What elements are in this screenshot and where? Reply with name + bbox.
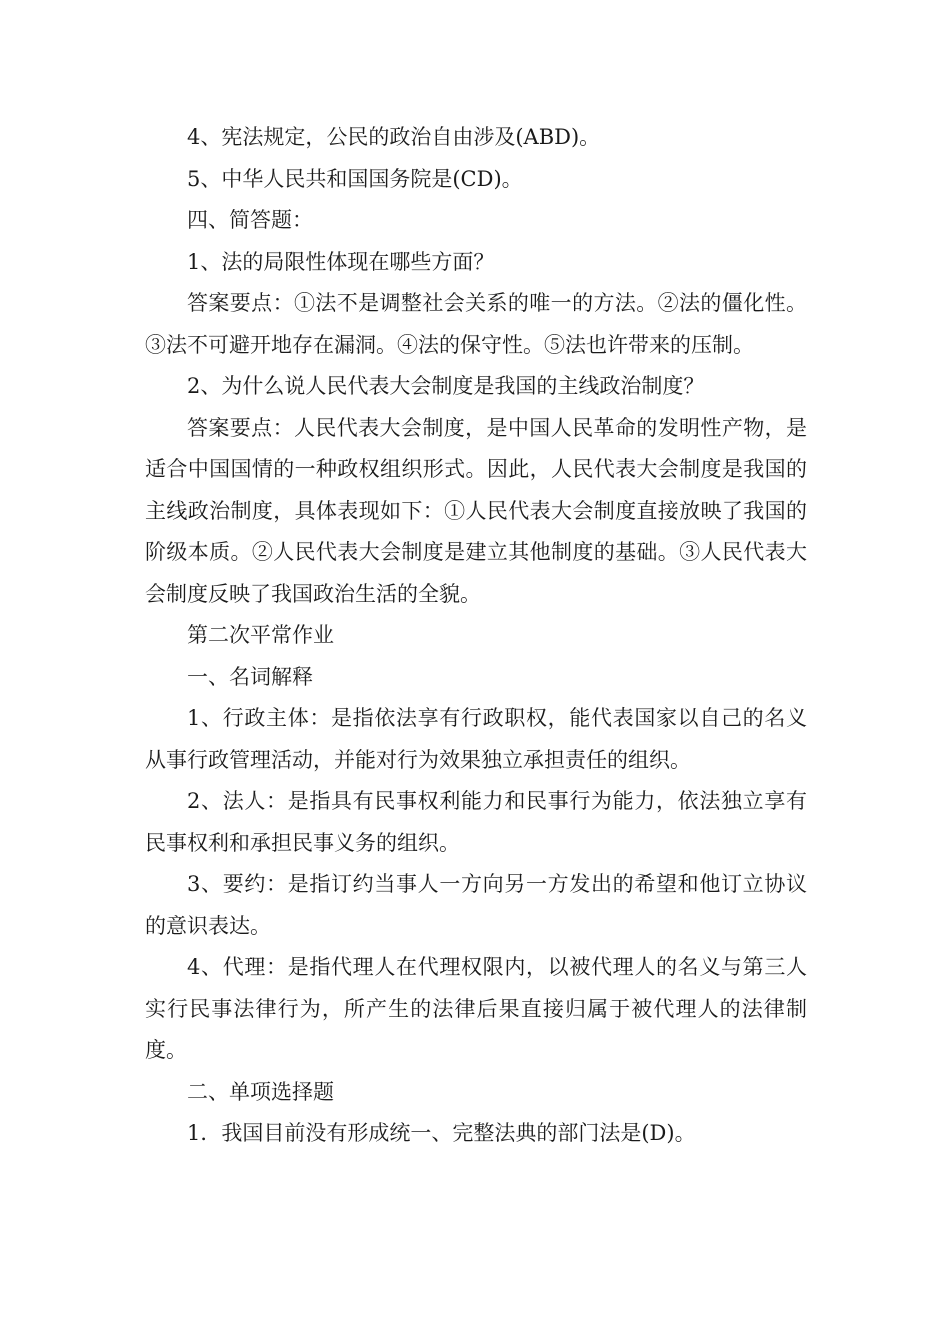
answer: 答案要点：①法不是调整社会关系的唯一的方法。②法的僵化性。③法不可避开地存在漏洞。④法的保守性。⑤法也许带来的压制。	[145, 291, 807, 357]
answer: 答案要点：人民代表大会制度，是中国人民革命的发明性产物，是适合中国国情的一种政权组织形式。因此，人民代表大会制度是我国的主线政治制度，具体表现如下：①人民代表大会制度直接放映了我国的阶级本质。②人民代表大会制度是建立其他制度的基础。③人民代表大会制度反映了我国政治生活的全貌。	[145, 415, 807, 606]
section-heading: 二、单项选择题	[187, 1079, 334, 1104]
definition: 2、法人：是指具有民事权利能力和民事行为能力，依法独立享有民事权利和承担民事义务的组织。	[145, 789, 807, 855]
definition: 4、代理：是指代理人在代理权限内，以被代理人的名义与第三人实行民事法律行为，所产生的法律后果直接归属于被代理人的法律制度。	[145, 955, 807, 1062]
assignment-title: 第二次平常作业	[187, 623, 334, 647]
section-heading: 四、简答题：	[187, 208, 313, 232]
paragraph: 4、宪法规定，公民的政治自由涉及(ABD)。	[187, 125, 601, 149]
document-page	[145, 117, 807, 1155]
definition: 3、要约：是指订约当事人一方向另一方发出的希望和他订立协议的意识表达。	[145, 872, 807, 938]
section-heading: 一、名词解释	[187, 664, 313, 689]
question: 1．我国目前没有形成统一、完整法典的部门法是(D)。	[187, 1121, 696, 1145]
paragraph: 5、中华人民共和国国务院是(CD)。	[187, 166, 523, 191]
question: 2、为什么说人民代表大会制度是我国的主线政治制度？	[187, 374, 705, 398]
definition: 1、行政主体：是指依法享有行政职权，能代表国家以自己的名义从事行政管理活动，并能对行为效果独立承担责任的组织。	[145, 706, 807, 772]
question: 1、法的局限性体现在哪些方面？	[187, 249, 495, 274]
